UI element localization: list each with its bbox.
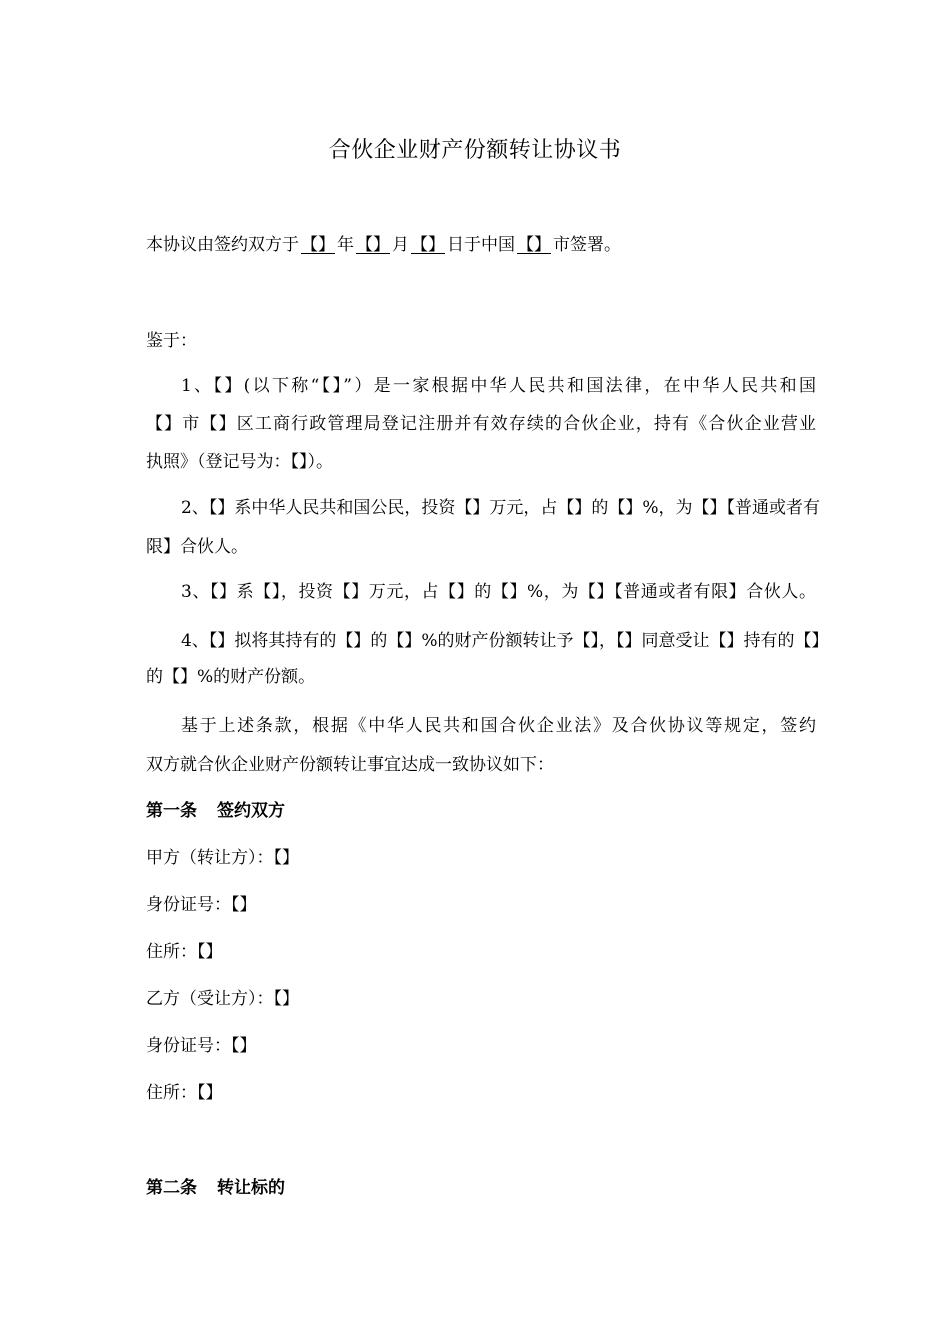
party-a-address: 住所：【】 <box>146 942 223 962</box>
article-2-heading <box>146 1177 816 1199</box>
recital-4-line-2: 的【】%的财产份额。 <box>146 667 316 687</box>
recital-2-line-1: 2、【】系中华人民共和国公民，投资【】万元，占【】的【】%，为【】【普通或者有 <box>181 498 820 518</box>
recital-1-line-3: 执照》（登记号为：【】）。 <box>146 452 333 472</box>
article-2-title: 转让标的 <box>217 1178 285 1198</box>
city-label: 市签署。 <box>553 235 621 255</box>
whereas-label: 鉴于： <box>146 331 197 351</box>
article-2-number: 第二条 <box>146 1178 197 1198</box>
article-1-title: 签约双方 <box>217 801 285 821</box>
recital-1-line-2: 【】市【】区工商行政管理局登记注册并有效存续的合伙企业，持有《合伙企业营业 <box>146 414 816 434</box>
day-blank: 【】 <box>411 235 445 255</box>
year-label: 年 <box>337 235 354 255</box>
party-a-id-number: 身份证号：【】 <box>146 895 257 915</box>
party-b-address: 住所：【】 <box>146 1083 223 1103</box>
party-b: 乙方（受让方）：【】 <box>146 989 299 1009</box>
party-a: 甲方（转让方）：【】 <box>146 848 299 868</box>
basis-line-2: 双方就合伙企业财产份额转让事宜达成一致协议如下： <box>146 755 554 775</box>
basis-line-1: 基于上述条款，根据《中华人民共和国合伙企业法》及合伙协议等规定，签约 <box>181 716 816 736</box>
document-title: 合伙企业财产份额转让协议书 <box>328 138 622 163</box>
recital-2-line-2: 限】合伙人。 <box>146 537 248 557</box>
year-blank: 【】 <box>301 235 335 255</box>
recital-1-line-1: 1、【】(以下称“【】”）是一家根据中华人民共和国法律，在中华人民共和国 <box>181 376 816 396</box>
article-1-number: 第一条 <box>146 801 197 821</box>
month-label: 月 <box>392 235 409 255</box>
day-label: 日于中国 <box>447 235 515 255</box>
recital-4-line-1: 4、【】拟将其持有的【】的【】%的财产份额转让予【】，【】同意受让【】持有的【】 <box>181 631 829 651</box>
article-1-heading <box>146 800 816 822</box>
signing-statement <box>146 234 816 256</box>
party-b-id-number: 身份证号：【】 <box>146 1036 257 1056</box>
signing-statement-prefix: 本协议由签约双方于 <box>146 235 299 255</box>
city-blank: 【】 <box>517 235 551 255</box>
month-blank: 【】 <box>356 235 390 255</box>
recital-3-line-1: 3、【】系【】，投资【】万元，占【】的【】%，为【】【普通或者有限】合伙人。 <box>181 582 816 602</box>
